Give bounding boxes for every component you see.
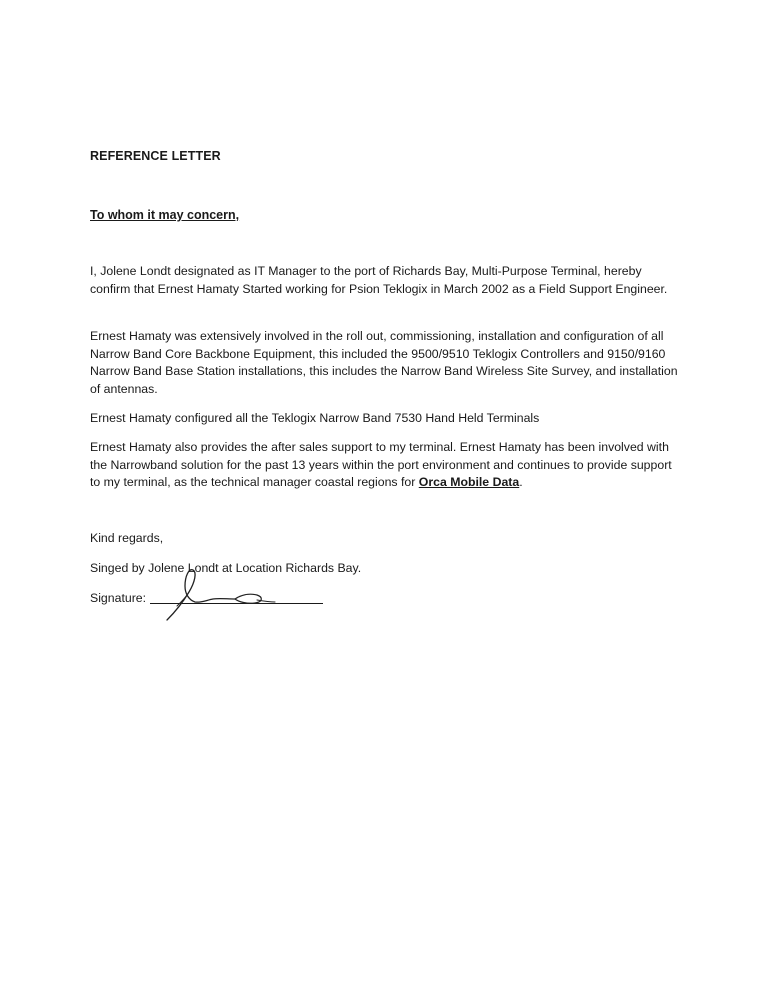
signed-by-line: Singed by Jolene Londt at Location Richards Bay.	[90, 561, 362, 575]
paragraph-configuration: Ernest Hamaty configured all the Teklogix Narrow Band 7530 Hand Held Terminals	[90, 411, 540, 425]
paragraph-support-text: Ernest Hamaty also provides the after sales support to my terminal. Ernest Hamaty has been involved with the Narrowband solution for the past 13 years within the port environment and continues to provide support to my terminal, as the technical manager coastal regions for	[90, 440, 672, 489]
paragraph-support	[90, 439, 680, 492]
orca-mobile-data-link[interactable]: Orca Mobile Data	[418, 475, 520, 489]
paragraph-support-end: .	[519, 475, 523, 489]
paragraph-confirmation: I, Jolene Londt designated as IT Manager to the port of Richards Bay, Multi-Purpose Terminal, hereby confirm that Ernest Hamaty Started working for Psion Teklogix in March 2002 as a Field Support Engineer.	[90, 264, 668, 296]
letter-title: REFERENCE LETTER	[90, 149, 221, 163]
signature-label: Signature:	[90, 591, 147, 605]
handwritten-signature	[155, 562, 285, 624]
closing: Kind regards,	[90, 531, 164, 545]
paragraph-involvement: Ernest Hamaty was extensively involved in the roll out, commissioning, installation and configuration of all Narrow Band Core Backbone Equipment, this included the 9500/9510 Teklogix Controllers and 9150/9160 Narrow Band Base Station installations, this includes the Narrow Band Wireless Site Survey, and installation of antennas.	[90, 329, 678, 396]
salutation: To whom it may concern,	[90, 208, 240, 222]
